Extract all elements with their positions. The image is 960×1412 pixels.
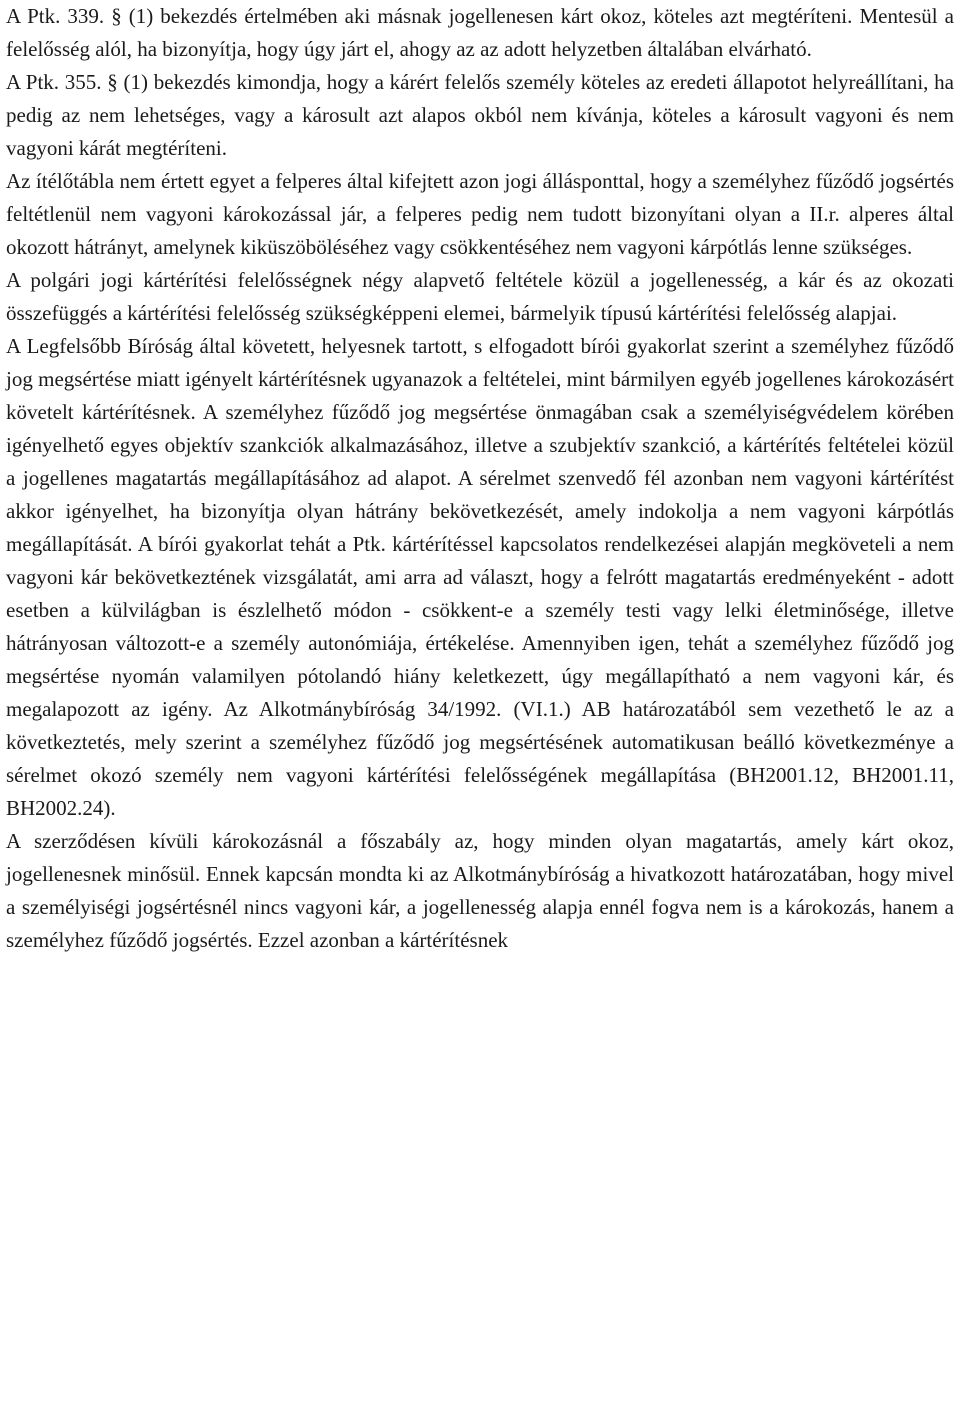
paragraph-legfelsobb-birosag: A Legfelsőbb Bíróság által követett, helyesnek tartott, s elfogadott bírói gyakorlat szerint a személyhez fűződő jog megsértése miatt igényelt kártérítésnek ugyanazok a feltételei, mint bármilyen egyéb jogellenes károkozásért követelt kártérítésnek. A személyhez fűződő jog megsértése önmagában csak a személyiségvédelem körében igényelhető egyes objektív szankciók alkalmazásához, illetve a szubjektív szankció, a kártérítés feltételei közül a jogellenes magatartás megállapításához ad alapot. A sérelmet szenvedő fél azonban nem vagyoni kártérítést akkor igényelhet, ha bizonyítja olyan hátrány bekövetkezését, amely indokolja a nem vagyoni kárpótlás megállapítását. A bírói gyakorlat tehát a Ptk. kártérítéssel kapcsolatos rendelkezései alapján megköveteli a nem vagyoni kár bekövetkeztének vizsgálatát, ami arra ad választ, hogy a felrótt magatartás eredményeként - adott esetben a külvilágban is észlelhető módon - csökkent-e a személy testi vagy lelki életminősége, illetve hátrányosan változott-e a személy autonómiája, értékelése. Amennyiben igen, tehát a személyhez fűződő jog megsértése nyomán valamilyen pótolandó hiány keletkezett, úgy megállapítható a nem vagyoni kár, és megalapozott az igény. Az Alkotmánybíróság 34/1992. (VI.1.) AB határozatából sem vezethető le az a következtetés, mely szerint a személyhez fűződő jog megsértésének automatikusan beálló következménye a sérelmet okozó személy nem vagyoni kártérítési felelősségének megállapítása (BH2001.12, BH2001.11, BH2002.24). [6,334,954,820]
paragraph-polgari-jogi-felelosseg: A polgári jogi kártérítési felelősségnek négy alapvető feltétele közül a jogellenesség, a kár és az okozati összefüggés a kártérítési felelősség szükségképpeni elemei, bármelyik típusú kártérítési felelősség alapjai. [6,268,954,325]
paragraph-ptk-355: A Ptk. 355. § (1) bekezdés kimondja, hogy a kárért felelős személy köteles az eredeti állapotot helyreállítani, ha pedig az nem lehetséges, vagy a károsult azt alapos okból nem kívánja, köteles a károsult vagyoni és nem vagyoni kárát megtéríteni. [6,70,954,160]
paragraph-ptk-339: A Ptk. 339. § (1) bekezdés értelmében aki másnak jogellenesen kárt okoz, köteles azt megtéríteni. Mentesül a felelősség alól, ha bizonyítja, hogy úgy járt el, ahogy az az adott helyzetben általában elvárható. [6,4,954,61]
document-page [6,0,954,957]
paragraph-szerzodesen-kivuli: A szerződésen kívüli károkozásnál a főszabály az, hogy minden olyan magatartás, amely kárt okoz, jogellenesnek minősül. Ennek kapcsán mondta ki az Alkotmánybíróság a hivatkozott határozatában, hogy mivel a személyiségi jogsértésnél nincs vagyoni kár, a jogellenesség alapja ennél fogva nem is a károkozás, hanem a személyhez fűződő jogsértés. Ezzel azonban a kártérítésnek [6,829,954,952]
paragraph-itelotabla: Az ítélőtábla nem értett egyet a felperes által kifejtett azon jogi állásponttal, hogy a személyhez fűződő jogsértés feltétlenül nem vagyoni károkozással jár, a felperes pedig nem tudott bizonyítani olyan a II.r. alperes által okozott hátrányt, amelynek kiküszöböléséhez vagy csökkentéséhez nem vagyoni kárpótlás lenne szükséges. [6,169,954,259]
